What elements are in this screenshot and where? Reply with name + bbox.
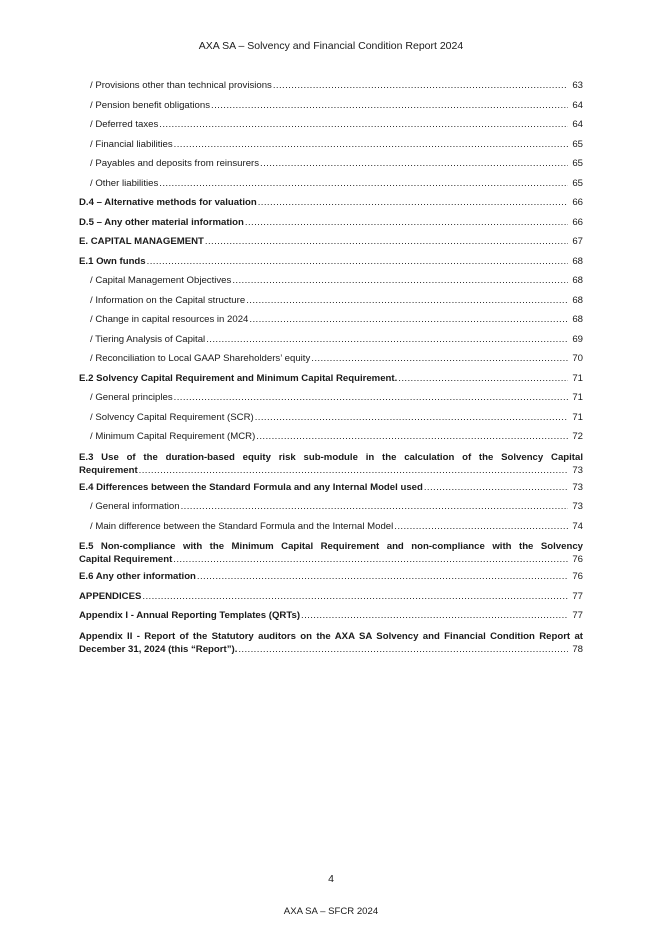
toc-entry-page: 64 — [572, 99, 583, 111]
toc-entry[interactable] — [79, 295, 583, 315]
toc-entry-page: 76 — [572, 571, 583, 582]
toc-entry-page: 72 — [572, 431, 583, 442]
toc-entry-title: Requirement — [79, 464, 138, 476]
toc-entry[interactable] — [79, 80, 583, 100]
toc-entry-title: / Solvency Capital Requirement (SCR) — [90, 411, 254, 423]
toc-entry-page: 70 — [572, 353, 583, 364]
dot-leader — [398, 373, 568, 384]
toc-entry-page: 66 — [572, 216, 583, 228]
toc-entry-page: 63 — [572, 80, 583, 91]
toc-entry-page: 73 — [572, 464, 583, 476]
toc-entry-title: / Pension benefit obligations — [90, 99, 211, 111]
toc-entry-title: / General information — [90, 501, 180, 512]
toc-entry-title: / Main difference between the Standard Formula and the Internal Model — [90, 520, 394, 532]
toc-entry[interactable] — [79, 178, 583, 198]
toc-entry-title: December 31, 2024 (this “Report”). — [79, 643, 238, 655]
toc-entry[interactable] — [79, 236, 583, 256]
toc-entry-page: 69 — [572, 333, 583, 345]
toc-entry-title: / Financial liabilities — [90, 138, 173, 150]
toc-entry-page: 65 — [572, 138, 583, 150]
toc-entry[interactable] — [79, 275, 583, 295]
toc-entry[interactable] — [79, 482, 583, 502]
toc-entry-title: / General principles — [90, 392, 173, 403]
toc-entry-page: 77 — [572, 610, 583, 621]
toc-entry-title: / Deferred taxes — [90, 119, 159, 130]
page-number: 4 — [328, 873, 334, 885]
toc-entry-page: 71 — [572, 411, 583, 423]
dot-leader — [238, 643, 568, 656]
toc-entry-page: 68 — [572, 255, 583, 267]
toc-entry-page: 68 — [572, 275, 583, 286]
toc-entry-title: E. CAPITAL MANAGEMENT — [79, 236, 204, 247]
toc-entry-title: Capital Requirement — [79, 554, 173, 565]
toc-entry-page: 66 — [572, 197, 583, 208]
toc-entry-page: 71 — [572, 392, 583, 403]
toc-entry-page: 65 — [572, 177, 583, 189]
toc-entry[interactable] — [79, 610, 583, 630]
toc-entry[interactable] — [79, 139, 583, 159]
toc-entry-title: E.4 Differences between the Standard Formula and any Internal Model used — [79, 481, 423, 493]
page-footer: AXA SA – SFCR 2024 — [283, 906, 379, 917]
dot-leader — [246, 295, 568, 306]
toc-entry-title: / Provisions other than technical provisions — [90, 80, 272, 91]
toc-entry-page: 73 — [572, 481, 583, 493]
toc-entry-page: 74 — [572, 520, 583, 532]
dot-leader — [249, 314, 568, 325]
dot-leader — [273, 80, 568, 91]
toc-entry-title: D.4 – Alternative methods for valuation — [79, 197, 257, 208]
toc-entry[interactable] — [79, 100, 583, 120]
toc-entry-page: 67 — [572, 236, 583, 247]
dot-leader — [206, 334, 568, 345]
dot-leader — [394, 521, 568, 532]
toc-entry-title-line1: Appendix II - Report of the Statutory auditors on the AXA SA Solvency and Financial Condition Report at — [79, 630, 583, 642]
toc-entry-title: / Payables and deposits from reinsurers — [90, 158, 260, 169]
toc-entry[interactable] — [79, 119, 583, 139]
toc-entry[interactable] — [79, 217, 583, 237]
toc-entry[interactable] — [79, 431, 583, 451]
toc-entry-page: 73 — [572, 501, 583, 512]
dot-leader — [260, 158, 568, 169]
toc-entry-title-line1: E.5 Non-compliance with the Minimum Capital Requirement and non-compliance with the Solvency — [79, 541, 583, 552]
toc-entry[interactable] — [79, 540, 583, 566]
dot-leader — [232, 275, 568, 286]
dot-leader — [159, 119, 568, 130]
page-header: AXA SA – Solvency and Financial Condition Report 2024 — [198, 40, 464, 52]
dot-leader — [255, 412, 568, 423]
toc-entry-page: 68 — [572, 294, 583, 306]
table-of-contents — [79, 80, 583, 661]
dot-leader — [245, 217, 568, 228]
dot-leader — [147, 256, 568, 267]
toc-entry-page: 71 — [572, 372, 583, 384]
dot-leader — [256, 431, 568, 442]
dot-leader — [159, 178, 568, 189]
toc-entry[interactable] — [79, 501, 583, 521]
toc-entry-title: / Other liabilities — [90, 177, 159, 189]
toc-entry[interactable] — [79, 591, 583, 611]
dot-leader — [197, 571, 568, 582]
toc-entry-page: 76 — [572, 554, 583, 565]
toc-entry-title: D.5 – Any other material information — [79, 216, 244, 228]
toc-entry[interactable] — [79, 158, 583, 178]
toc-entry-title: E.1 Own funds — [79, 255, 146, 267]
toc-entry-page: 65 — [572, 158, 583, 169]
toc-entry[interactable] — [79, 392, 583, 412]
toc-entry-page: 78 — [572, 643, 583, 655]
toc-entry[interactable] — [79, 373, 583, 393]
toc-entry-page: 77 — [572, 590, 583, 602]
toc-entry-title: / Change in capital resources in 2024 — [90, 314, 249, 325]
toc-entry[interactable] — [79, 353, 583, 373]
dot-leader — [211, 100, 568, 111]
toc-entry-title: Appendix I - Annual Reporting Templates (QRTs) — [79, 610, 301, 621]
toc-entry[interactable] — [79, 412, 583, 432]
dot-leader — [311, 353, 568, 364]
dot-leader — [424, 482, 568, 493]
toc-entry-title: / Information on the Capital structure — [90, 294, 246, 306]
toc-entry-title: APPENDICES — [79, 590, 142, 602]
toc-entry-title: / Reconciliation to Local GAAP Shareholders’ equity — [90, 353, 311, 364]
toc-entry-title: E.2 Solvency Capital Requirement and Minimum Capital Requirement. — [79, 372, 398, 384]
dot-leader — [181, 501, 568, 512]
dot-leader — [174, 139, 568, 150]
toc-entry-title: / Capital Management Objectives — [90, 275, 232, 286]
toc-entry[interactable] — [79, 630, 583, 656]
toc-entry-title: / Tiering Analysis of Capital — [90, 333, 206, 345]
toc-entry[interactable] — [79, 571, 583, 591]
toc-entry[interactable] — [79, 521, 583, 541]
toc-entry-title-line1: E.3 Use of the duration-based equity risk sub-module in the calculation of the Solvency Capital — [79, 451, 583, 463]
toc-entry-title: E.6 Any other information — [79, 571, 196, 582]
dot-leader — [142, 591, 568, 602]
dot-leader — [174, 392, 568, 403]
dot-leader — [173, 553, 568, 566]
dot-leader — [258, 197, 568, 208]
toc-entry[interactable] — [79, 314, 583, 334]
toc-entry[interactable] — [79, 334, 583, 354]
dot-leader — [301, 610, 568, 621]
toc-entry-page: 64 — [572, 119, 583, 130]
dot-leader — [205, 236, 568, 247]
toc-entry-page: 68 — [572, 314, 583, 325]
toc-entry[interactable] — [79, 451, 583, 477]
dot-leader — [139, 464, 568, 477]
toc-entry-title: / Minimum Capital Requirement (MCR) — [90, 431, 256, 442]
toc-entry[interactable] — [79, 256, 583, 276]
toc-entry[interactable] — [79, 197, 583, 217]
